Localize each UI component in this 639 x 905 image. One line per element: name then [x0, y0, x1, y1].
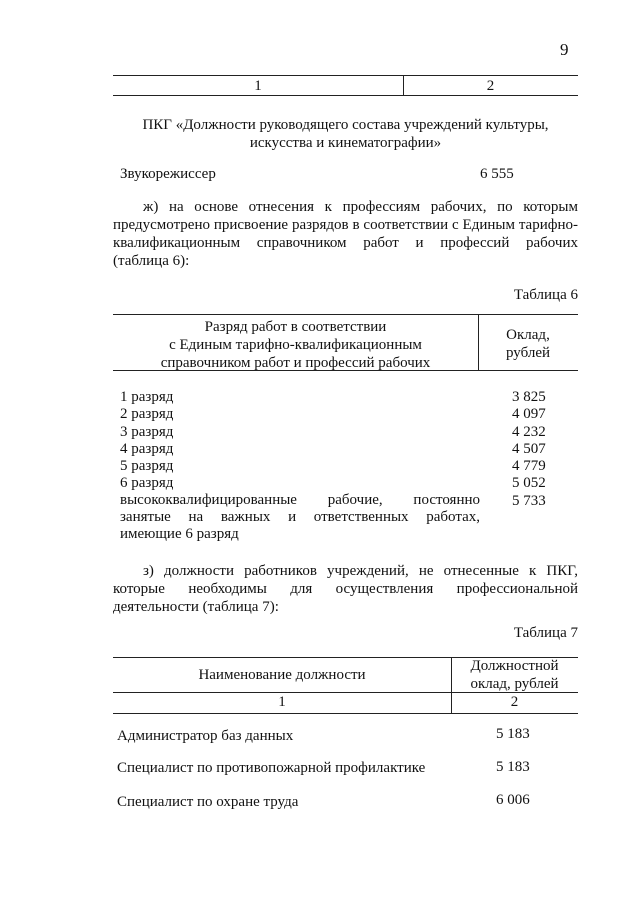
- table-row-label: 3 разряд: [120, 423, 174, 440]
- cont-header-top-rule: [113, 75, 578, 76]
- table6-labels: [120, 388, 480, 544]
- special-label-line-1: высококвалифицированные рабочие, постоянно: [120, 491, 480, 508]
- cont-header-bottom-rule: [113, 95, 578, 96]
- table7-header-bottom-rule: [113, 713, 578, 714]
- table-row-label: 1 разряд: [120, 389, 174, 405]
- table6-header-col2: [478, 326, 578, 362]
- table-row: Специалист по охране труда: [117, 794, 299, 810]
- section-zh-line-2: предусмотрено присвоение разрядов в соответствии с Единым тарифно-: [113, 217, 578, 233]
- section-zh-line-3: квалификационным справочником работ и профессий рабочих: [113, 235, 578, 251]
- section-z-line-3: деятельности (таблица 7):: [113, 599, 279, 615]
- table6-header-col1-line-3: справочником работ и профессий рабочих: [160, 355, 431, 371]
- section-zh-paragraph: [113, 198, 578, 270]
- pkg-heading-line-1: ПКГ «Должности руководящего состава учреждений культуры,: [142, 117, 549, 133]
- table6-values: [512, 388, 578, 509]
- pkg-heading: [113, 116, 578, 152]
- table6-special-value: 5 733: [512, 492, 546, 509]
- table6-special-label: [120, 492, 480, 544]
- section-zh-line-1: ж) на основе отнесения к профессиям рабочих, по которым: [143, 199, 578, 215]
- table7-header-col1: Наименование должности: [198, 667, 366, 683]
- table-row-label: 4 разряд: [120, 440, 174, 457]
- cont-header-col2: 2: [486, 78, 495, 94]
- table-row: Специалист по противопожарной профилактике: [117, 760, 426, 776]
- table-row-value: 4 779: [512, 458, 546, 475]
- table-row-label: 5 разряд: [120, 458, 174, 475]
- pkg-row-position: Звукорежиссер: [120, 166, 216, 182]
- special-label-line-3: имеющие 6 разряд: [120, 526, 239, 543]
- table-row-value: 5 183: [496, 726, 530, 742]
- table6-header-col2-line-2: рублей: [505, 345, 551, 361]
- table6-header-col1-line-2: с Единым тарифно-квалификационным: [169, 337, 422, 353]
- table7-header-col2: [451, 657, 578, 693]
- table-row-value: 3 825: [512, 389, 546, 405]
- table7-num-col2: 2: [510, 694, 519, 710]
- table-row-value: 4 232: [512, 423, 546, 440]
- cont-header-col1: 1: [254, 78, 262, 94]
- table6-header-top-rule: [113, 314, 578, 315]
- section-z-line-2: которые необходимы для осуществления профессиональной: [113, 581, 578, 597]
- pkg-heading-line-2: искусства и кинематографии»: [249, 135, 442, 151]
- table-row-value: 6 006: [496, 792, 530, 808]
- page-number: 9: [560, 40, 569, 59]
- table6-caption: Таблица 6: [513, 287, 578, 303]
- table-row-value: 5 052: [512, 475, 546, 492]
- table7-caption: Таблица 7: [513, 625, 578, 641]
- table-row: Администратор баз данных: [117, 728, 294, 744]
- section-z-paragraph: [113, 562, 578, 616]
- table-row-label: 6 разряд: [120, 475, 174, 492]
- pkg-row-salary: 6 555: [480, 166, 514, 182]
- table-row-label: 2 разряд: [120, 406, 174, 423]
- table6-header-col1: [113, 318, 478, 372]
- table-row-value: 4 097: [512, 406, 546, 423]
- section-zh-line-4: (таблица 6):: [113, 253, 190, 269]
- table7-header-col2-line-2: оклад, рублей: [470, 676, 559, 692]
- table7-num-col1: 1: [278, 694, 286, 710]
- table7-header-col2-line-1: Должностной: [470, 658, 559, 674]
- section-z-line-1: з) должности работников учреждений, не отнесенные к ПКГ,: [143, 563, 578, 579]
- table-row-value: 5 183: [496, 759, 530, 775]
- special-label-line-2: занятые на важных и ответственных работах,: [120, 509, 480, 526]
- table6-header-col1-line-1: Разряд работ в соответствии: [204, 319, 387, 335]
- table6-header-col2-line-1: Оклад,: [506, 327, 550, 343]
- table-row-value: 4 507: [512, 440, 546, 457]
